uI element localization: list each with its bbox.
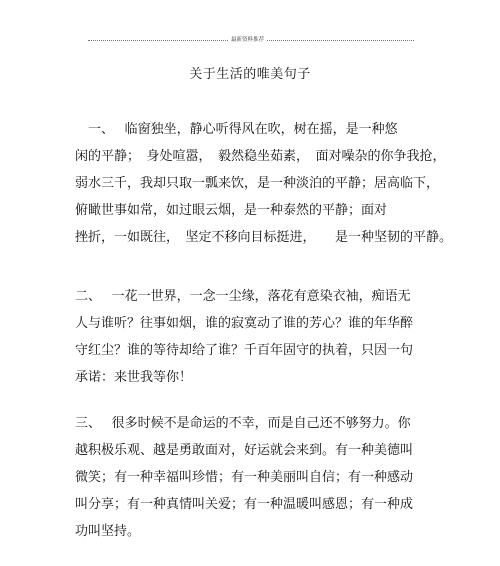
paragraph-line: 闲的平静； 身处喧嚣， 毅然稳坐茹素， 面对噪杂的你争我抢， (75, 149, 446, 164)
paragraph-line: 微笑；有一种幸福叫珍惜；有一种美丽叫自信；有一种感动 (75, 470, 414, 485)
paragraph-line: 弱水三千，我却只取一瓢来饮，是一种淡泊的平静；居高临下， (75, 176, 440, 191)
paragraph-line: 叫分享；有一种真情叫关爱；有一种温暖叫感恩；有一种成 (75, 497, 414, 512)
paragraph-3 (75, 410, 425, 545)
paragraph-line: 三、 很多时候不是命运的不幸，而是自己还不够努力。你 (75, 416, 411, 431)
paragraph-line: 二、 一花一世界，一念一尘缘，落花有意染衣袖，痴语无 (75, 289, 411, 304)
paragraph-2 (75, 283, 425, 391)
paragraph-line: 越积极乐观、越是勇敢面对，好运就会来到。有一种美德叫 (75, 443, 414, 458)
paragraph-line: 挫折，一如既往， 坚定不移向目标挺进， 是一种坚韧的平静。 (75, 230, 453, 245)
paragraph-line: 守红尘？谁的等待却给了谁？千百年固守的执着，只因一句 (75, 343, 414, 358)
paragraph-line: 功叫坚持。 (75, 524, 141, 539)
document-title: 关于生活的唯美句子 (189, 67, 311, 82)
paragraph-line: 俯瞰世事如常，如过眼云烟，是一种泰然的平静；面对 (75, 203, 388, 218)
header-label: 最新资料推荐 (228, 35, 267, 45)
paragraph-line: 一、 临窗独坐，静心听得风在吹，树在摇，是一种悠 (75, 122, 398, 137)
paragraph-line: 人与谁听？往事如烟，谁的寂寞动了谁的芳心？谁的年华醉 (75, 316, 414, 331)
paragraph-line: 承诺：来世我等你！ (75, 370, 193, 385)
paragraph-1 (75, 116, 453, 251)
